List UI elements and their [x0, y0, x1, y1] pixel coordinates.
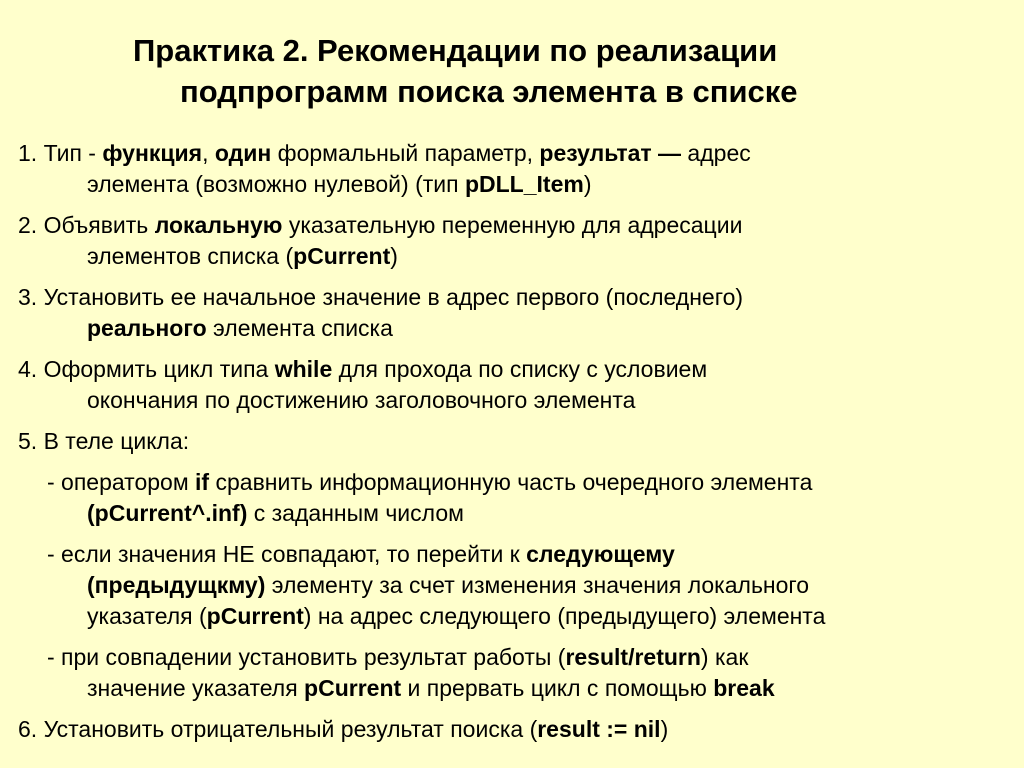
list-item-line: [18, 385, 1013, 416]
text-run: элементов списка (: [87, 243, 294, 269]
list-item: [18, 210, 1013, 272]
bold-text: pCurrent: [293, 243, 391, 269]
list-item: [18, 714, 1013, 745]
text-run: 5. В теле цикла:: [18, 428, 190, 454]
text-run: 1. Тип -: [18, 140, 103, 166]
text-run: сравнить информационную часть очередного элемента: [209, 469, 813, 495]
list-subitem: [18, 467, 1013, 529]
title-line-1: Практика 2. Рекомендации по реализации: [133, 33, 778, 68]
list-item-line: [18, 673, 1013, 704]
list-item-line: [18, 570, 1013, 601]
text-run: 6. Установить отрицательный результат поиска (: [18, 716, 538, 742]
text-run: значение указателя: [87, 675, 305, 701]
list-subitem: [18, 642, 1013, 704]
list-item-line: [18, 210, 1013, 241]
text-run: - если значения НЕ совпадают, то перейти к: [47, 541, 527, 567]
bold-text: один: [214, 140, 272, 166]
list-item-line: [18, 714, 1013, 745]
list-item: [18, 354, 1013, 416]
text-run: для прохода по списку с условием: [332, 356, 708, 382]
list-item-line: [18, 539, 1013, 570]
list-item-line: [18, 313, 1013, 344]
list-item: [18, 138, 1013, 200]
slide-title: [0, 30, 1024, 112]
list-item-line: [18, 169, 1013, 200]
text-run: ) на адрес следующего (предыдущего) элемента: [303, 603, 826, 629]
bold-text: (pCurrent^.inf): [87, 500, 248, 526]
title-line-2: подпрограмм поиска элемента в списке: [180, 74, 798, 109]
list-item-line: [18, 282, 1013, 313]
text-run: 4. Оформить цикл типа: [18, 356, 275, 382]
list-item: [18, 282, 1013, 344]
list-item-line: [18, 498, 1013, 529]
list-item-line: [18, 467, 1013, 498]
text-run: элемента списка: [206, 315, 393, 341]
list-item-line: [18, 138, 1013, 169]
bold-text: локальную: [154, 212, 283, 238]
text-run: окончания по достижению заголовочного элемента: [87, 387, 636, 413]
recommendation-list: [18, 138, 1013, 755]
bold-text: функция: [102, 140, 203, 166]
text-run: 3. Установить ее начальное значение в адрес первого (последнего): [18, 284, 744, 310]
list-item-line: [18, 642, 1013, 673]
list-subitem: [18, 539, 1013, 632]
text-run: формальный параметр,: [271, 140, 540, 166]
text-run: - оператором: [47, 469, 196, 495]
list-item: [18, 426, 1013, 457]
list-item-line: [18, 426, 1013, 457]
bold-text: pCurrent: [304, 675, 402, 701]
text-run: ): [660, 716, 669, 742]
text-run: указателя (: [87, 603, 207, 629]
list-item-line: [18, 601, 1013, 632]
text-run: - при совпадении установить результат работы (: [47, 644, 566, 670]
text-run: элемента (возможно нулевой) (тип: [87, 171, 465, 197]
text-run: указательную переменную для адресации: [282, 212, 743, 238]
bold-text: result := nil: [537, 716, 661, 742]
text-run: ): [390, 243, 398, 269]
text-run: 2. Объявить: [18, 212, 155, 238]
bold-text: следующему: [526, 541, 675, 567]
bold-text: if: [195, 469, 210, 495]
bold-text: реального: [87, 315, 207, 341]
bold-text: результат —: [539, 140, 682, 166]
bold-text: break: [713, 675, 775, 701]
text-run: и прервать цикл с помощью: [401, 675, 714, 701]
text-run: ,: [202, 140, 215, 166]
list-item-line: [18, 354, 1013, 385]
bold-text: (предыдущкму): [87, 572, 266, 598]
text-run: ) как: [700, 644, 749, 670]
text-run: с заданным числом: [247, 500, 464, 526]
bold-text: pCurrent: [206, 603, 304, 629]
text-run: адрес: [681, 140, 751, 166]
list-item-line: [18, 241, 1013, 272]
text-run: ): [583, 171, 592, 197]
bold-text: while: [274, 356, 333, 382]
bold-text: pDLL_Item: [464, 171, 584, 197]
bold-text: result/return: [565, 644, 701, 670]
text-run: элементу за счет изменения значения локального: [265, 572, 810, 598]
